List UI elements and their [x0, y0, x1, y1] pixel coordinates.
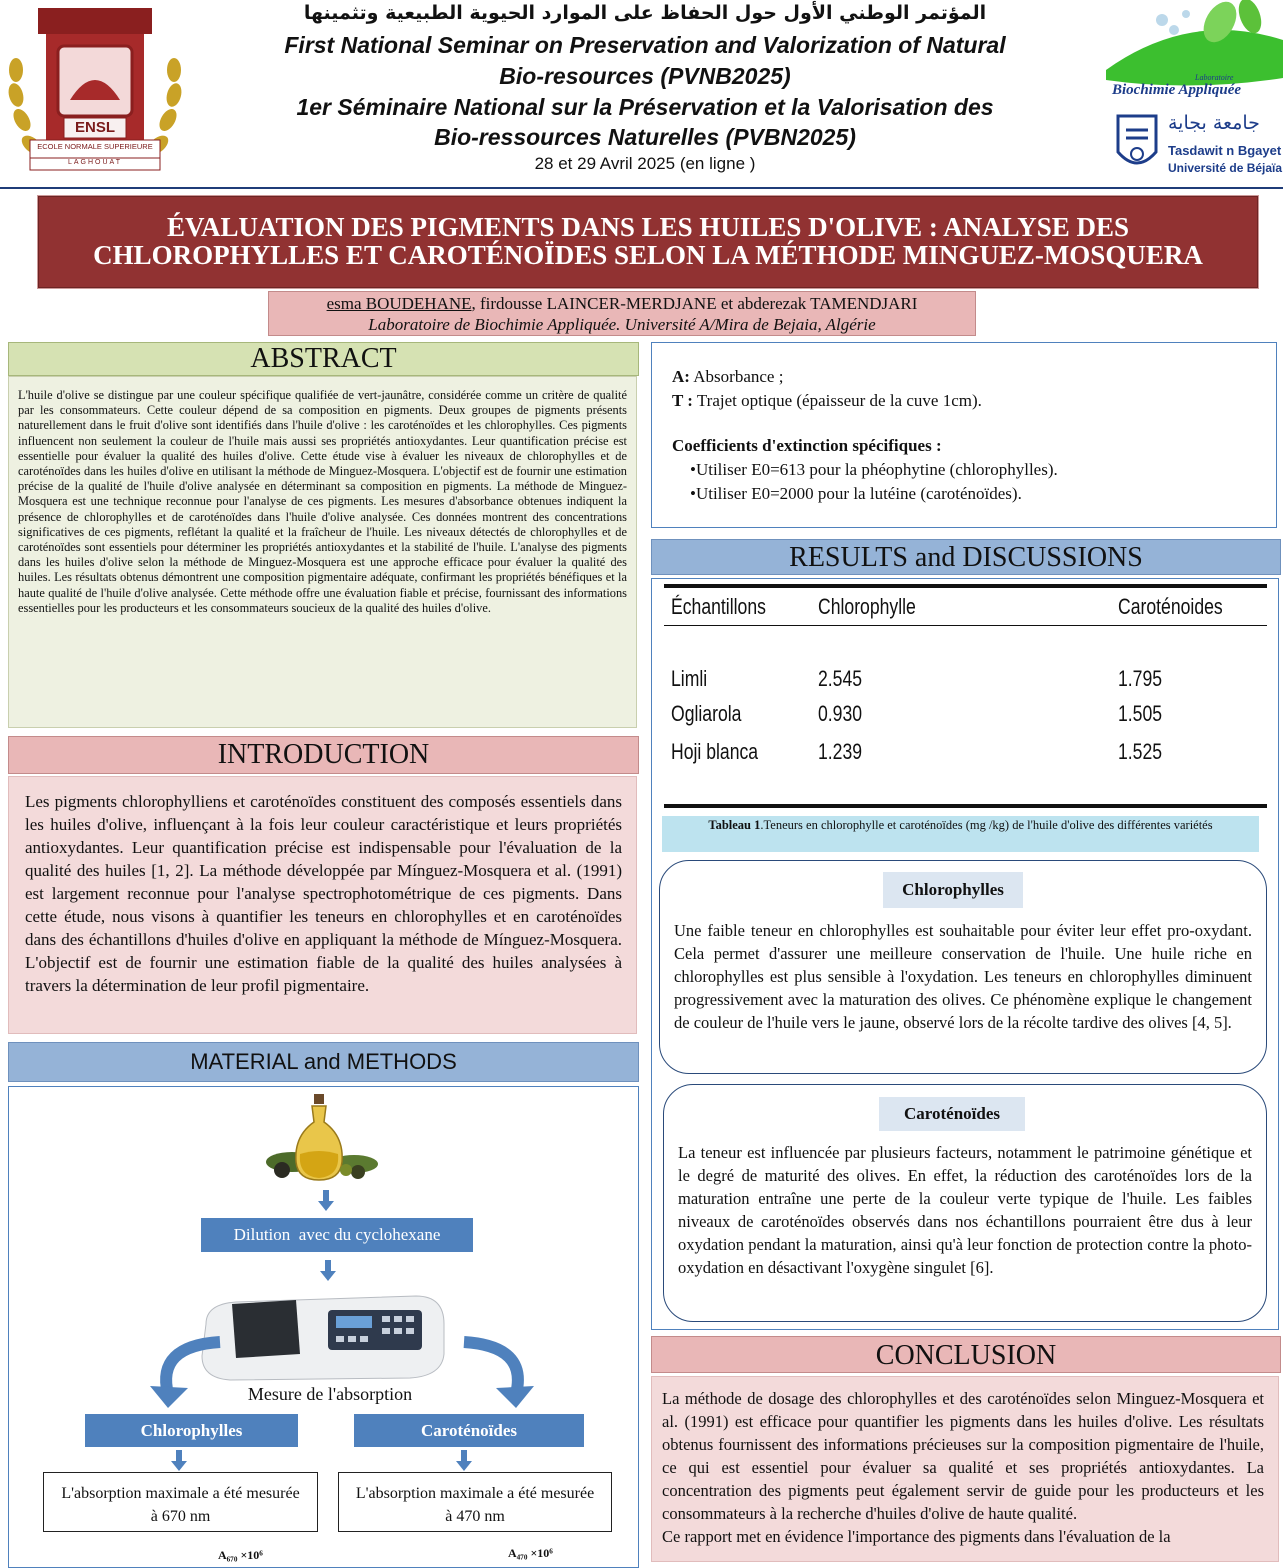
table-header-rule	[664, 625, 1267, 626]
header-french-title-1: 1er Séminaire National sur la Préservation et la Valorisation des	[296, 94, 994, 120]
carotenoides-result-box	[338, 1472, 612, 1532]
arrow-down-1	[318, 1190, 334, 1217]
table-row-1-sample: Limli	[671, 666, 708, 691]
authors-line	[269, 293, 975, 314]
table-row-2-sample: Ogliarola	[671, 701, 742, 726]
legend-trajet	[672, 389, 1256, 413]
first-author: esma BOUDEHANE	[326, 294, 472, 313]
olive-oil-image	[262, 1092, 382, 1188]
header-date: 28 et 29 Avril 2025 (en ligne )	[534, 154, 756, 173]
bejaia-logo-line1: Tasdawit n Bgayet	[1168, 143, 1282, 158]
table-row-1-carot: 1.795	[1118, 666, 1163, 691]
abstract-text: L'huile d'olive se distingue par une couleur spécifique qualifiée de vert-jaunâtre, considérée comme un critère de qualité par les consommateurs. Cette couleur dépend de sa composition en pigments. Deux groupes de pigments présents naturellement dans le fruit d'olive sont identifiés dans l'huile d'olive : les caroténoïdes et les chlorophylles. Ces pigments influencent non seulement la couleur de l'huile mais aussi ses propriétés antioxydantes. Leur quantification précise est essentielle pour évaluer la qualité des huiles d'olive. Cette étude vise à évaluer les niveaux de chlorophylles et de caroténoïdes dans les huiles d'olive en utilisant la méthode de Minguez-Mosquera. L'objectif est de fournir une estimation précise de la qualité de l'huile d'olive analysée en déterminant sa composition en pigments. La méthode de Minguez-Mosquera est une technique reconnue pour l'analyse de ces pigments. Les mesures d'absorbance obtenues indiquent la présence de chlorophylles et de caroténoïdes dans l'huile d'olive analysée. Ces données montrent des concentrations significatives de ces pigments, reflétant la qualité et la fraîcheur de l'huile. Les niveaux détectés de chlorophylles et de caroténoïdes sont essentiels pour déterminer les propriétés antioxydantes et la stabilité de l'huile. L'analyse des pigments dans les huiles d'olive selon la méthode de Minguez-Mosquera est une approche efficace pour évaluer la qualité des huiles. Les résultats obtenus démontrent une composition pigmentaire adéquate, confirmant les propriétés bénéfiques et la haute qualité de l'huile d'olive analysée. Cette méthode offre une évaluation fiable et précise, fournissant des informations essentielles pour les producteurs et les consommateurs soucieux de la qualité des huiles d'olive.	[18, 388, 627, 615]
conclusion-text: La méthode de dosage des chlorophylles et des caroténoïdes selon Minguez-Mosquera et al. (1991) est efficace pour quantifier les pigments dans les huiles d'olive. Les résultats obtenus fournissent des informations précieuses sur la composition pigmentaire de l'huile, ce qui est essentiel pour évaluer sa qualité et ses propriétés antioxydantes. La concentration des pigments peut également servir de guide pour les producteurs et les consommateurs à la recherche d'huiles d'olive de haute qualité.	[662, 1389, 1264, 1523]
curved-arrow-right	[456, 1336, 536, 1413]
table-bottom-rule	[664, 804, 1267, 808]
ensl-logo-subtext: ECOLE NORMALE SUPERIEURE	[37, 142, 153, 151]
biochimie-lab-logo	[1100, 0, 1283, 100]
header-arabic-title: المؤتمر الوطني الأول حول الحفاظ على الموارد الحيوية الطبيعية وتثمينها	[303, 2, 987, 24]
results-heading: RESULTS and DISCUSSIONS	[651, 539, 1281, 575]
introduction-text: Les pigments chlorophylliens et caroténoïdes constituent des composés essentiels dans les huiles d'olive, influençant à la fois leur couleur caractéristique et leurs propriétés antioxydantes. Leur quantification précise est indispensable pour l'évaluation de la qualité des huiles [1, 2]. La méthode développée par Mínguez-Mosquera et al. (1991) est largement reconnue pour l'analyse spectrophotométrique de ces pigments. Dans cette étude, nous visons à quantifier les teneurs en chlorophylles et en caroténoïdes dans des échantillons d'huiles d'olive en appliquant la méthode de Mínguez-Mosquera. L'objectif est de fournir une estimation fiable de la qualité des huiles analysées à travers la détermination de leur profil pigmentaire.	[25, 792, 622, 995]
table-row-1-chloro: 2.545	[818, 666, 863, 691]
chlorophylles-method-box: Chlorophylles	[85, 1414, 298, 1447]
coef-item-2: •Utiliser E0=2000 pour la lutéine (caroténoïdes).	[690, 484, 1022, 503]
results-table	[664, 584, 1267, 814]
legend-absorbance	[672, 365, 1256, 389]
poster-title-line2: CHLOROPHYLLES ET CAROTÉNOÏDES SELON LA MÉTHODE MINGUEZ-MOSQUERA	[93, 240, 1203, 270]
header-french-title-2: Bio-ressources Naturelles (PVBN2025)	[434, 124, 856, 150]
bejaia-logo-arabic: جامعة بجاية	[1168, 112, 1260, 134]
chlorophylles-result-text: L'absorption maximale a été mesurée à 670 nm	[61, 1485, 300, 1525]
carotenoides-discussion-title: Caroténoïdes	[879, 1097, 1025, 1131]
header-divider	[0, 187, 1283, 189]
affiliation: Laboratoire de Biochimie Appliquée. Université A/Mira de Bejaia, Algérie	[368, 315, 876, 334]
table-row-3-sample: Hoji blanca	[671, 739, 759, 764]
table-caption-label: Tableau 1	[708, 818, 761, 832]
formula-left: A₆₇₀ ×10⁶	[218, 1548, 263, 1562]
introduction-heading: INTRODUCTION	[8, 736, 639, 774]
conclusion-body	[651, 1376, 1279, 1562]
conclusion-heading: CONCLUSION	[651, 1336, 1281, 1373]
carotenoides-method-box: Caroténoïdes	[354, 1414, 584, 1447]
legend-a-text: Absorbance ;	[689, 367, 784, 386]
coef-item-1: •Utiliser E0=613 pour la phéophytine (chlorophylles).	[690, 460, 1058, 479]
table-row-3-chloro: 1.239	[818, 739, 863, 764]
table-header-carotenoides: Caroténoides	[1118, 594, 1223, 619]
legend-t-label: T :	[672, 391, 693, 410]
coef-heading: Coefficients d'extinction spécifiques :	[672, 436, 942, 455]
table-row-3-carot: 1.525	[1118, 739, 1163, 764]
methods-heading: MATERIAL and METHODS	[8, 1042, 639, 1082]
poster-title-line1: ÉVALUATION DES PIGMENTS DANS LES HUILES D'OLIVE : ANALYSE DES	[166, 212, 1130, 242]
table-caption-text: .Teneurs en chlorophylle et caroténoïdes (mg /kg) de l'huile d'olive des différentes variétés	[760, 818, 1213, 832]
dilution-step-box: Dilution avec du cyclohexane	[201, 1218, 473, 1252]
bejaia-university-logo	[1112, 112, 1283, 182]
legend-a-label: A:	[672, 367, 690, 386]
spectrophotometer-image	[196, 1284, 448, 1382]
methods-legend-box	[651, 342, 1277, 528]
legend-t-text: Trajet optique (épaisseur de la cuve 1cm).	[692, 391, 982, 410]
abstract-body	[8, 376, 637, 728]
biochimie-lab-logo-text2: Biochimie Appliquée	[1112, 82, 1242, 98]
table-header-chlorophylle: Chlorophylle	[818, 594, 916, 619]
poster-title	[38, 196, 1258, 288]
abstract-heading: ABSTRACT	[8, 342, 639, 376]
authors-box	[268, 291, 976, 336]
table-row-2-chloro: 0.930	[818, 701, 863, 726]
formula-right: A₄₇₀ ×10⁶	[508, 1546, 553, 1560]
conclusion-text-2: Ce rapport met en évidence l'importance des pigments dans l'évaluation de la	[662, 1527, 1171, 1546]
biochimie-lab-logo-text1: Laboratoire	[1195, 73, 1234, 82]
header-english-title-2: Bio-resources (PVNB2025)	[499, 63, 791, 89]
table-header-echantillons: Échantillons	[671, 594, 766, 619]
chlorophylles-discussion-text: Une faible teneur en chlorophylles est souhaitable pour éviter leur effet pro-oxydant. Cela permet d'assurer une meilleure conservation de l'huile. Une huile riche en chlorophylles est plus sensible à l'oxydation. Les teneurs en chlorophylles diminuent progressivement avec la maturation des olives. Ce phénomène explique le changement de couleur de l'huile vers le jaune, observé lors de la récolte tardive des olives [4, 5].	[674, 921, 1252, 1032]
introduction-body	[8, 776, 637, 1034]
ensl-logo-text: ENSL	[74, 119, 115, 136]
chlorophylles-result-box	[43, 1472, 318, 1532]
other-authors: , firdousse LAINCER-MERDJANE et abderezak TAMENDJARI	[471, 294, 918, 313]
table-row-2-carot: 1.505	[1118, 701, 1163, 726]
ensl-logo-city: LAGHOUAT	[68, 159, 122, 166]
ensl-logo	[0, 0, 190, 186]
measure-label: Mesure de l'absorption	[247, 1384, 413, 1404]
carotenoides-discussion-text: La teneur est influencée par plusieurs facteurs, notamment le patrimoine génétique et le degré de maturité des olives. En effet, la réduction des caroténoïdes lors de la maturation entraîne une perte de la couleur verte typique de l'huile. Les faibles niveaux de caroténoïdes observés dans nos échantillons pourraient être dus à leur oxydation pendant la maturation, ainsi qu'à leur fonction de protection contre la photo-oxydation en désactivant l'oxygène singulet [6].	[678, 1143, 1252, 1277]
chlorophylles-discussion-title: Chlorophylles	[883, 872, 1023, 908]
carotenoides-result-text: L'absorption maximale a été mesurée à 470 nm	[355, 1485, 595, 1525]
table-caption	[662, 816, 1259, 852]
table-top-rule	[664, 584, 1267, 588]
arrow-down-2	[320, 1260, 336, 1287]
header-english-title-1: First National Seminar on Preservation and Valorization of Natural	[284, 32, 1006, 58]
header	[0, 0, 1283, 188]
bejaia-logo-line2: Université de Béjaïa	[1168, 161, 1283, 175]
